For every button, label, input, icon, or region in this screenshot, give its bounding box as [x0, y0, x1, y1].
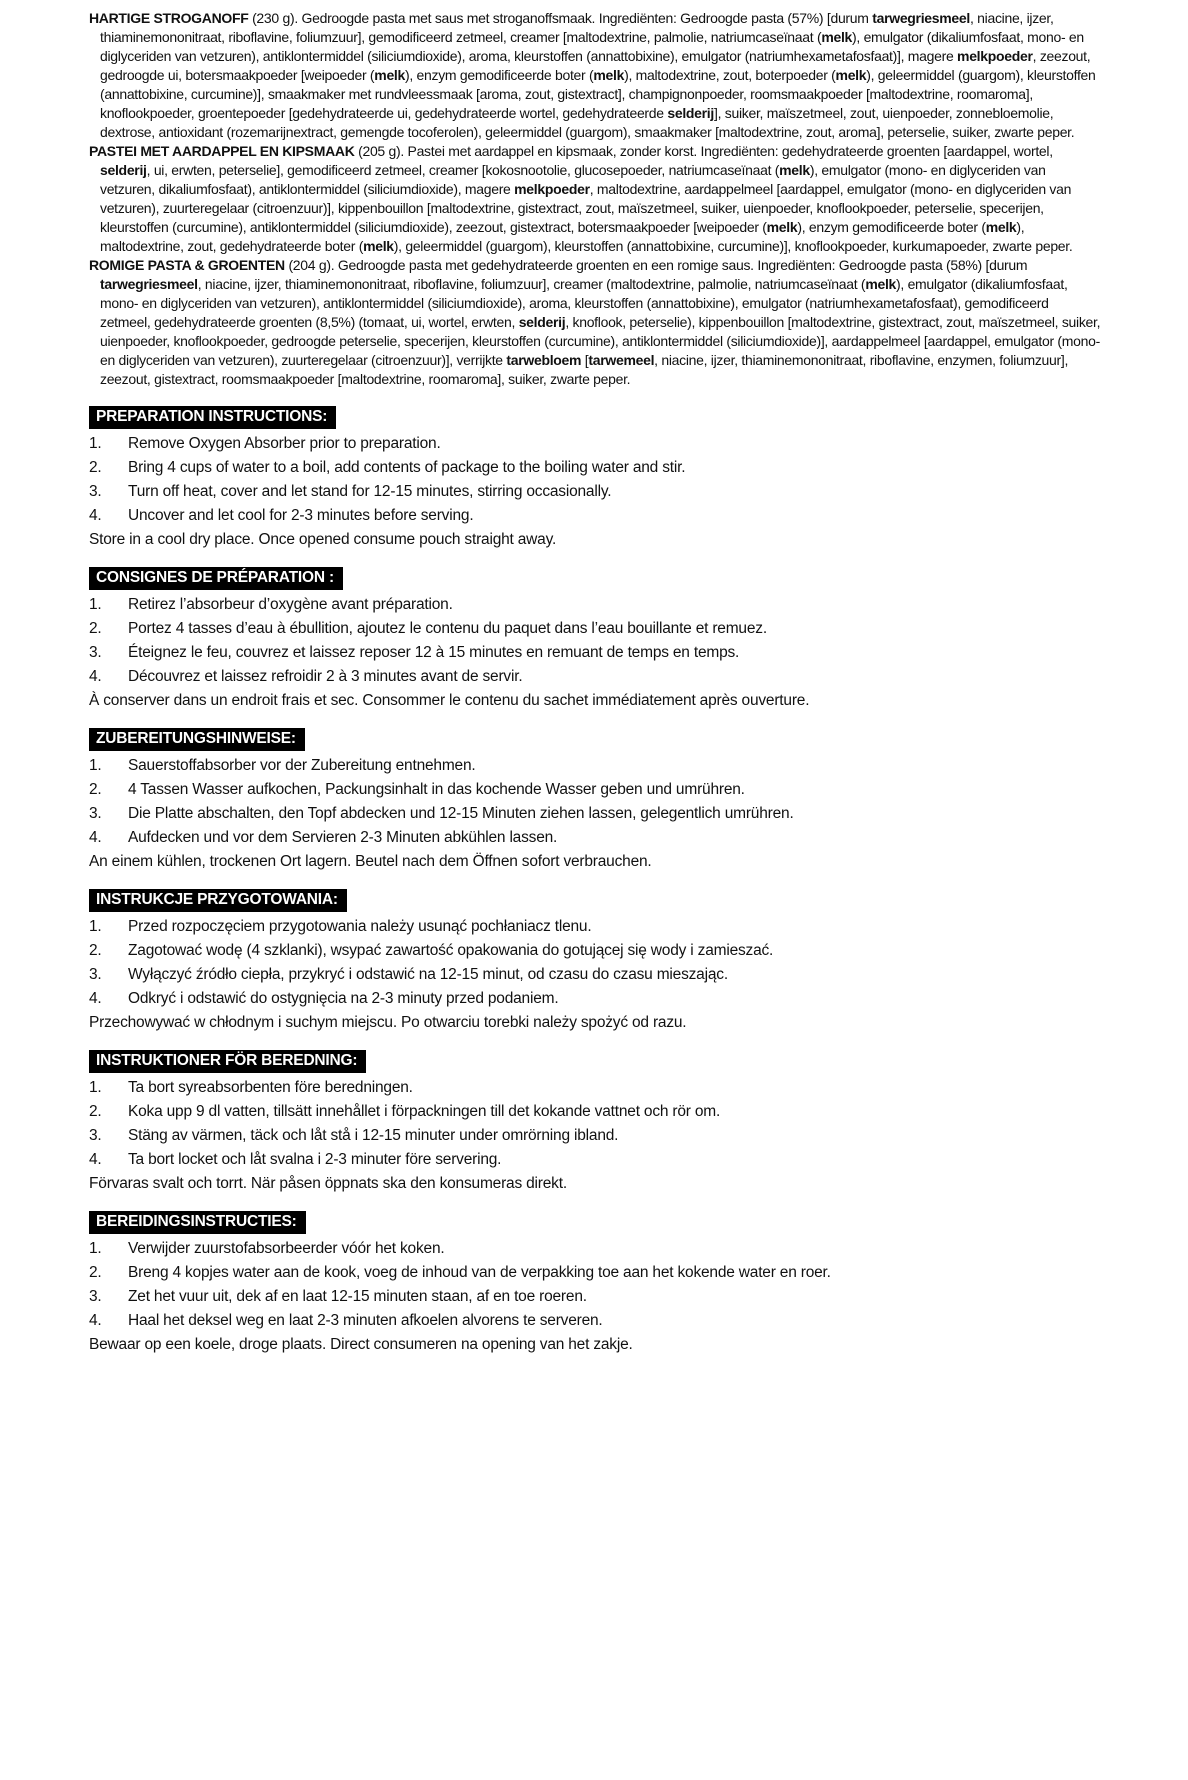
section-header-bar — [89, 889, 347, 912]
steps-list — [89, 1237, 1102, 1333]
step-item — [89, 456, 1102, 480]
section-title: PREPARATION INSTRUCTIONS: — [96, 408, 328, 425]
instructions-section-french — [89, 567, 1102, 713]
step-text: Zagotować wodę (4 szklanki), wsypać zawartość opakowania do gotującej się wody i zamieszać. — [128, 942, 774, 959]
step-text: Ta bort syreabsorbenten före beredningen. — [128, 1079, 413, 1096]
section-title: CONSIGNES DE PRÉPARATION : — [96, 569, 334, 586]
step-item — [89, 593, 1102, 617]
ingredient-paragraph-stroganoff: HARTIGE STROGANOFF (230 g). Gedroogde pasta met saus met stroganoffsmaak. Ingrediënten: Gedroogde pasta (57%) [durum tarwegriesmeel, niacine, ijzer, thiaminemononitraat, riboflavine, foliumzuur], gemodificeerd zetmeel, creamer [maltodextrine, palmolie, natriumcaseïnaat (melk), emulgator (dikaliumfosfaat, mono- en diglyceriden van vetzuren), antiklontermiddel (siliciumdioxide), aroma, kleurstoffen (annattobixine), emulgator (natriumhexametafosfaat)], magere melkpoeder, zeezout, gedroogde ui, botersmaakpoeder [weipoeder (melk), enzym gemodificeerde boter (melk), maltodextrine, zout, boterpoeder (melk), geleermiddel (guargom), kleurstoffen (annattobixine, curcumine)], smaakmaker met rundvleessmaak [aroma, zout, gistextract], champignonpoeder, roomsmaakpoeder [maltodextrine, roomaroma], knoflookpoeder, groentepoeder [gedehydrateerde ui, gedehydrateerde wortel, gedehydrateerde selderij], suiker, maïszetmeel, zout, uienpoeder, zonnebloemolie, dextrose, antioxidant (rozemarijnextract, gemengde tocoferolen), geleermiddel (guargom), smaakmaker [maltodextrine, zout, aroma], peterselie, suiker, zwarte peper. — [89, 10, 1096, 140]
step-text: Éteignez le feu, couvrez et laissez reposer 12 à 15 minutes en remuant de temps en temps. — [128, 644, 740, 661]
step-text: Turn off heat, cover and let stand for 12-15 minutes, stirring occasionally. — [128, 483, 612, 500]
step-item — [89, 987, 1102, 1011]
step-text: Odkryć i odstawić do ostygnięcia na 2-3 minuty przed podaniem. — [128, 990, 559, 1007]
step-item — [89, 1237, 1102, 1261]
step-item — [89, 641, 1102, 665]
section-header-bar — [89, 1050, 366, 1073]
step-text: Remove Oxygen Absorber prior to preparation. — [128, 435, 441, 452]
step-text: Uncover and let cool for 2-3 minutes before serving. — [128, 507, 474, 524]
steps-list — [89, 754, 1102, 850]
step-item — [89, 504, 1102, 528]
steps-list — [89, 1076, 1102, 1172]
step-item — [89, 915, 1102, 939]
instructions-section-english — [89, 406, 1102, 552]
step-item — [89, 1309, 1102, 1333]
ingredient-paragraph-pastei: PASTEI MET AARDAPPEL EN KIPSMAAK (205 g). Pastei met aardappel en kipsmaak, zonder korst. Ingrediënten: gedehydrateerde groenten [aardappel, wortel, selderij, ui, erwten, peterselie], gemodificeerd zetmeel, creamer [kokosnootolie, glucosepoeder, natriumcaseïnaat (melk), emulgator (mono- en diglyceriden van vetzuren, dikaliumfosfaat), antiklontermiddel (siliciumdioxide), magere melkpoeder, maltodextrine, aardappelmeel [aardappel, emulgator (mono- en diglyceriden van vetzuren), zuurteregelaar (citroenzuur)], kippenbouillon [maltodextrine, gistextract, zout, maïszetmeel, suiker, uienpoeder, knoflookpoeder, peterselie, specerijen, kleurstoffen (curcumine), antiklontermiddel (siliciumdioxide), zeezout, gistextract, botersmaakpoeder [weipoeder (melk), enzym gemodificeerde boter (melk), maltodextrine, zout, gedehydrateerde boter (melk), geleermiddel (guargom), kleurstoffen (annattobixine, curcumine)], knoflookpoeder, kurkumapoeder, zwarte peper. — [89, 143, 1073, 254]
step-item — [89, 617, 1102, 641]
step-item — [89, 802, 1102, 826]
step-text: Retirez l’absorbeur d’oxygène avant préparation. — [128, 596, 453, 613]
step-text: Zet het vuur uit, dek af en laat 12-15 minuten staan, af en toe roeren. — [128, 1288, 587, 1305]
ingredient-paragraph-romige-pasta: ROMIGE PASTA & GROENTEN (204 g). Gedroogde pasta met gedehydrateerde groenten en een romige saus. Ingrediënten: Gedroogde pasta (58%) [durum tarwegriesmeel, niacine, ijzer, thiaminemononitraat, riboflavine, foliumzuur], creamer (maltodextrine, palmolie, natriumcaseïnaat (melk), emulgator (dikaliumfosfaat, mono- en diglyceriden van vetzuren), antiklontermiddel (siliciumdioxide), aroma, kleurstoffen (annattobixine), emulgator (natriumhexametafosfaat), gemodificeerd zetmeel, gedehydrateerde groenten (8,5%) (tomaat, ui, wortel, erwten, selderij, knoflook, peterselie), kippenbouillon [maltodextrine, gistextract, zout, maïszetmeel, suiker, uienpoeder, knoflookpoeder, gedroogde peterselie, specerijen, kleurstoffen (curcumine), antiklontermiddel (siliciumdioxide)], aardappelmeel [aardappel, emulgator (mono- en diglyceriden van vetzuren), zuurteregelaar (citroenzuur)], verrijkte tarwebloem [tarwemeel, niacine, ijzer, thiaminemononitraat, riboflavine, enzymen, foliumzuur], zeezout, gistextract, roomsmaakpoeder [maltodextrine, roomaroma], suiker, zwarte peper. — [89, 257, 1101, 387]
step-item — [89, 480, 1102, 504]
step-item — [89, 778, 1102, 802]
ingredients-block — [89, 9, 1102, 389]
storage-note: Bewaar op een koele, droge plaats. Direct consumeren na opening van het zakje. — [89, 1336, 633, 1353]
storage-note: Store in a cool dry place. Once opened consume pouch straight away. — [89, 531, 557, 548]
steps-list — [89, 915, 1102, 1011]
step-item — [89, 1261, 1102, 1285]
step-text: Wyłączyć źródło ciepła, przykryć i odstawić na 12-15 minut, od czasu do czasu mieszając. — [128, 966, 728, 983]
step-text: Sauerstoffabsorber vor der Zubereitung entnehmen. — [128, 757, 476, 774]
step-item — [89, 939, 1102, 963]
section-header-bar — [89, 567, 343, 590]
instructions-section-dutch — [89, 1211, 1102, 1357]
step-text: Koka upp 9 dl vatten, tillsätt innehållet i förpackningen till det kokande vattnet och rör om. — [128, 1103, 721, 1120]
step-text: Découvrez et laissez refroidir 2 à 3 minutes avant de servir. — [128, 668, 523, 685]
step-text: Stäng av värmen, täck och låt stå i 12-15 minuter under omrörning ibland. — [128, 1127, 619, 1144]
step-text: 4 Tassen Wasser aufkochen, Packungsinhalt in das kochende Wasser geben und umrühren. — [128, 781, 745, 798]
steps-list — [89, 432, 1102, 528]
step-item — [89, 754, 1102, 778]
step-text: Bring 4 cups of water to a boil, add contents of package to the boiling water and stir. — [128, 459, 686, 476]
step-item — [89, 1124, 1102, 1148]
step-item — [89, 826, 1102, 850]
instructions-section-german — [89, 728, 1102, 874]
section-title: ZUBEREITUNGSHINWEISE: — [96, 730, 296, 747]
step-item — [89, 1100, 1102, 1124]
step-text: Portez 4 tasses d’eau à ébullition, ajoutez le contenu du paquet dans l’eau bouillante et remuez. — [128, 620, 767, 637]
section-header-bar — [89, 406, 336, 429]
section-title: INSTRUKTIONER FÖR BEREDNING: — [96, 1052, 358, 1069]
storage-note: An einem kühlen, trockenen Ort lagern. Beutel nach dem Öffnen sofort verbrauchen. — [89, 853, 652, 870]
section-header-bar — [89, 728, 305, 751]
storage-note: À conserver dans un endroit frais et sec. Consommer le contenu du sachet immédiatement après ouverture. — [89, 692, 810, 709]
step-text: Przed rozpoczęciem przygotowania należy usunąć pochłaniacz tlenu. — [128, 918, 592, 935]
step-item — [89, 665, 1102, 689]
step-item — [89, 1285, 1102, 1309]
storage-note: Förvaras svalt och torrt. När påsen öppnats ska den konsumeras direkt. — [89, 1175, 567, 1192]
step-item — [89, 1148, 1102, 1172]
step-text: Aufdecken und vor dem Servieren 2-3 Minuten abkühlen lassen. — [128, 829, 558, 846]
step-item — [89, 432, 1102, 456]
step-text: Haal het deksel weg en laat 2-3 minuten afkoelen alvorens te serveren. — [128, 1312, 603, 1329]
storage-note: Przechowywać w chłodnym i suchym miejscu. Po otwarciu torebki należy spożyć od razu. — [89, 1014, 687, 1031]
steps-list — [89, 593, 1102, 689]
step-item — [89, 963, 1102, 987]
step-text: Breng 4 kopjes water aan de kook, voeg de inhoud van de verpakking toe aan het kokende water en roer. — [128, 1264, 831, 1281]
step-text: Verwijder zuurstofabsorbeerder vóór het koken. — [128, 1240, 445, 1257]
instructions-section-polish — [89, 889, 1102, 1035]
step-text: Die Platte abschalten, den Topf abdecken und 12-15 Minuten ziehen lassen, gelegentlich umrühren. — [128, 805, 794, 822]
section-title: BEREIDINGSINSTRUCTIES: — [96, 1213, 297, 1230]
step-item — [89, 1076, 1102, 1100]
section-title: INSTRUKCJE PRZYGOTOWANIA: — [96, 891, 338, 908]
instructions-section-swedish — [89, 1050, 1102, 1196]
step-text: Ta bort locket och låt svalna i 2-3 minuter före servering. — [128, 1151, 502, 1168]
section-header-bar — [89, 1211, 306, 1234]
